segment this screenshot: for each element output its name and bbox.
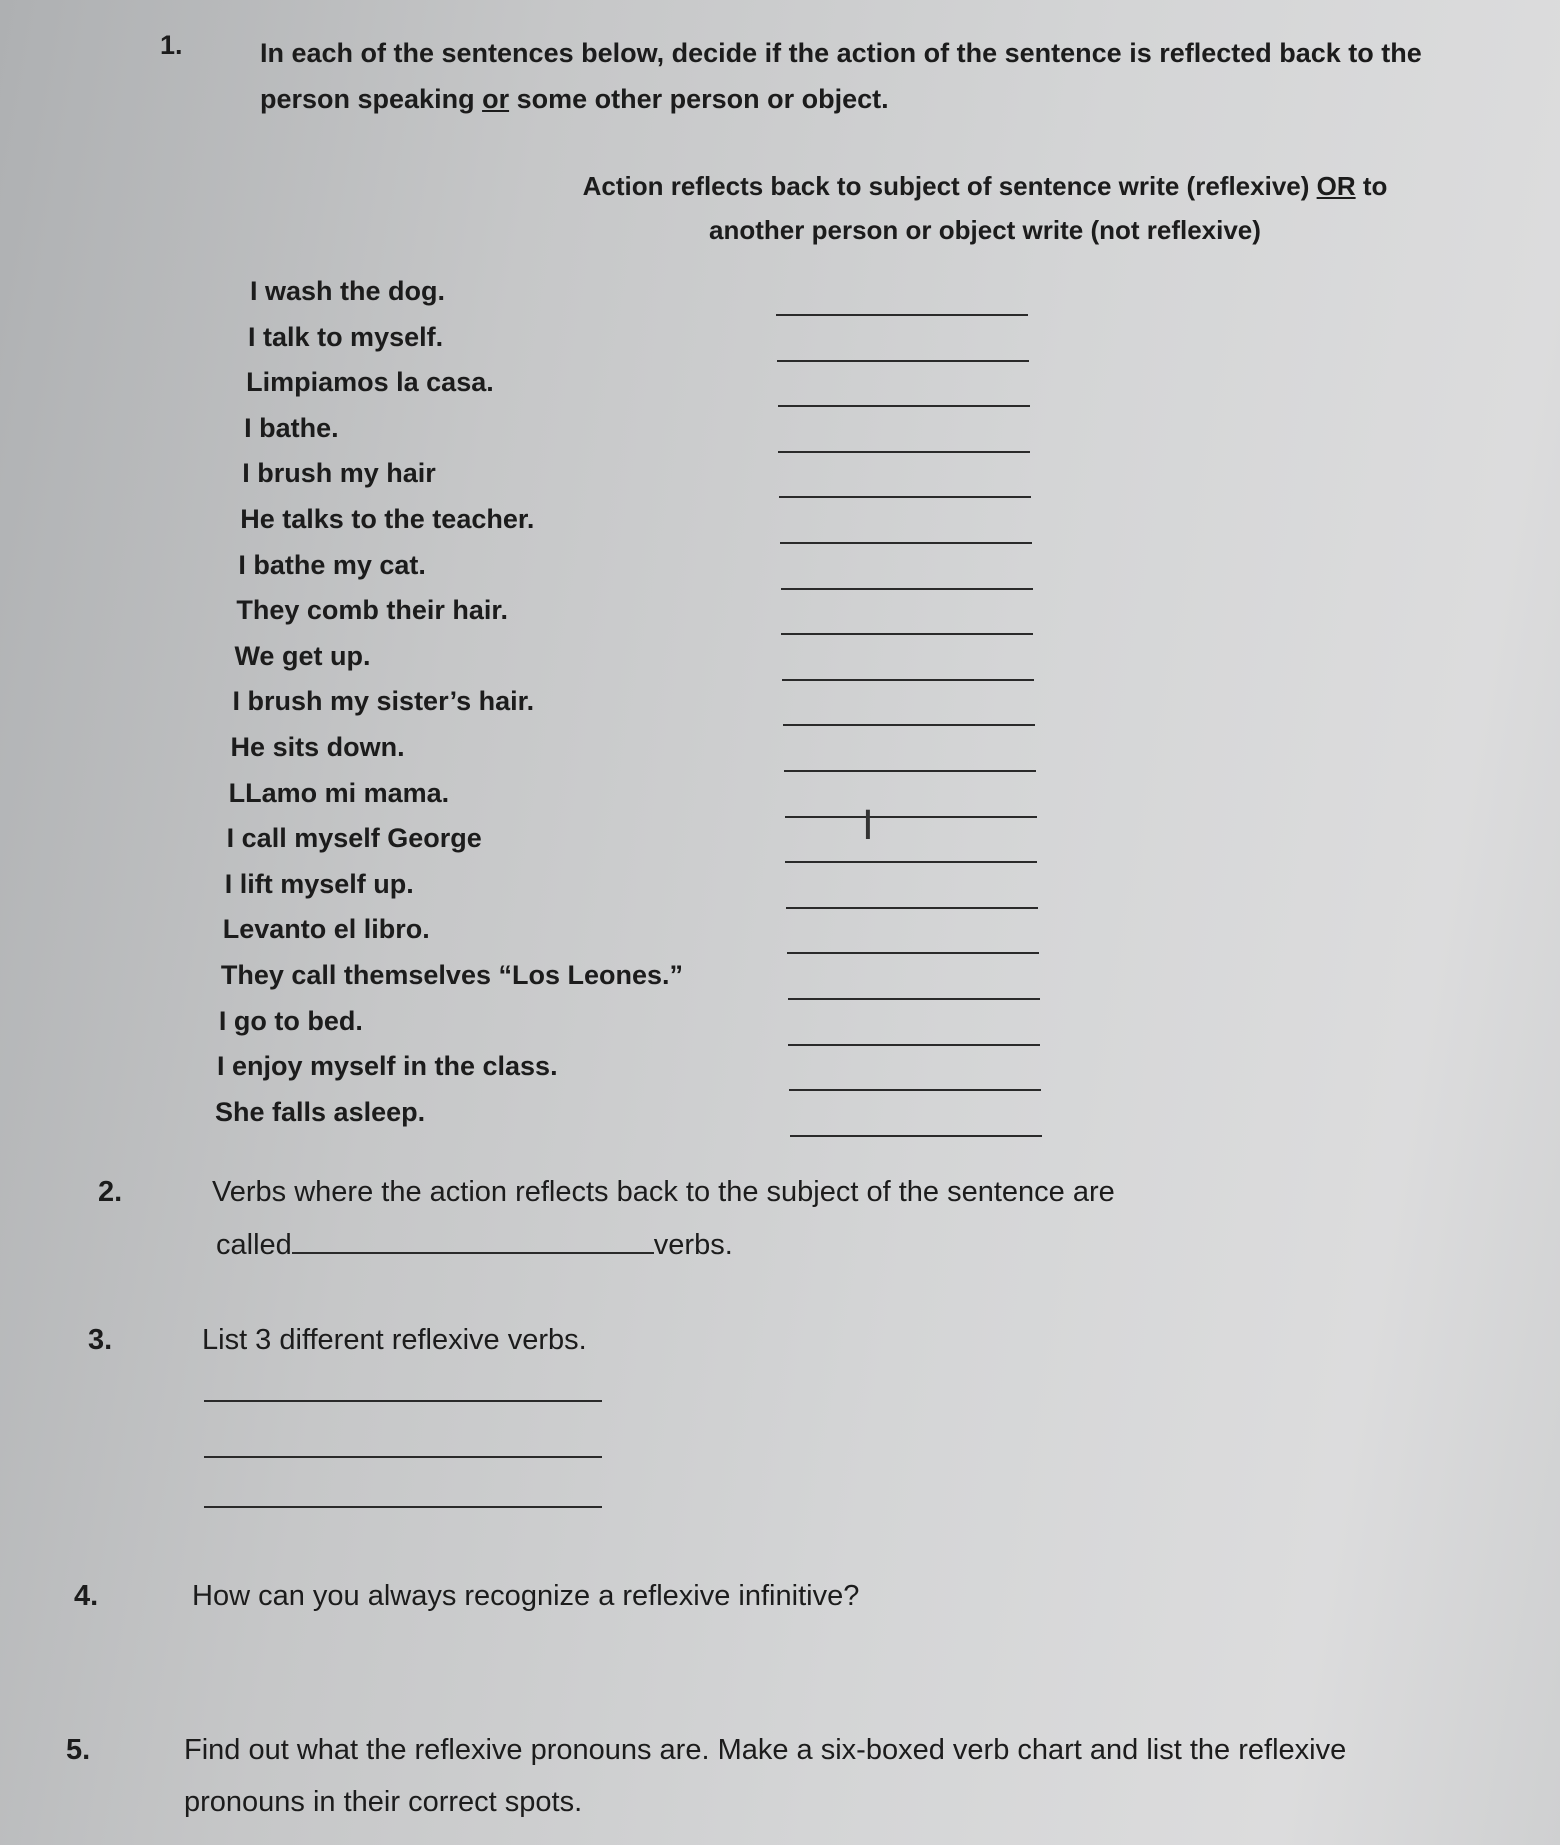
question-5-number: 5. bbox=[66, 1734, 91, 1766]
answer-blank[interactable] bbox=[781, 633, 1033, 635]
answer-blank[interactable] bbox=[783, 724, 1035, 726]
question-4-text: How can you always recognize a reflexive infinitive? bbox=[192, 1580, 860, 1612]
question-1-number: 1. bbox=[160, 30, 183, 60]
sentence-item: We get up. bbox=[234, 640, 371, 671]
intro-line-2: person speaking or some other person or object. bbox=[260, 84, 889, 114]
answer-blank[interactable] bbox=[784, 770, 1036, 772]
answer-blank[interactable] bbox=[778, 405, 1030, 407]
sentence-item: I lift myself up. bbox=[224, 868, 414, 899]
text-cursor-icon: I bbox=[862, 803, 874, 849]
sentence-item: I brush my sister’s hair. bbox=[232, 686, 535, 717]
question-1-intro bbox=[260, 30, 1422, 122]
sentence-item: They call themselves “Los Leones.” bbox=[220, 960, 684, 990]
sentence-item: I brush my hair bbox=[242, 458, 436, 489]
sentence-item: She falls asleep. bbox=[215, 1096, 426, 1127]
answer-blank[interactable] bbox=[790, 1135, 1042, 1137]
sentence-item: I bathe my cat. bbox=[238, 549, 426, 580]
answer-blank[interactable] bbox=[782, 679, 1034, 681]
sentence-item: I bathe. bbox=[244, 412, 339, 443]
answer-instructions bbox=[560, 164, 1410, 252]
question-3-blank-1[interactable] bbox=[204, 1400, 602, 1402]
answer-blank[interactable] bbox=[788, 998, 1040, 1000]
question-3-number: 3. bbox=[88, 1324, 113, 1356]
question-2-blank[interactable] bbox=[292, 1224, 654, 1254]
sentence-item: I go to bed. bbox=[218, 1005, 363, 1036]
sentence-item: I wash the dog. bbox=[250, 276, 446, 306]
answer-blank[interactable] bbox=[780, 542, 1032, 544]
answer-blank[interactable] bbox=[786, 907, 1038, 909]
answer-blank[interactable] bbox=[785, 861, 1037, 863]
question-3-blank-2[interactable] bbox=[204, 1456, 602, 1458]
answer-blank[interactable] bbox=[785, 816, 1037, 818]
question-5-line-1: Find out what the reflexive pronouns are. Make a six-boxed verb chart and list the reflexive bbox=[184, 1734, 1347, 1766]
sentence-item: He talks to the teacher. bbox=[240, 504, 535, 534]
question-3-text: List 3 different reflexive verbs. bbox=[202, 1324, 587, 1356]
answer-blank[interactable] bbox=[787, 952, 1039, 954]
question-5-line-2: pronouns in their correct spots. bbox=[184, 1786, 583, 1818]
question-2-number: 2. bbox=[98, 1176, 123, 1208]
answer-blank[interactable] bbox=[781, 588, 1033, 590]
sentence-item: Limpiamos la casa. bbox=[246, 367, 494, 398]
question-2-line-1: Verbs where the action reflects back to the subject of the sentence are bbox=[212, 1176, 1115, 1208]
instructions-line-2: another person or object write (not reflexive) bbox=[709, 215, 1261, 245]
sentence-item: They comb their hair. bbox=[236, 595, 508, 626]
instructions-line-1: Action reflects back to subject of sentence write (reflexive) OR to bbox=[582, 171, 1388, 201]
answer-blank[interactable] bbox=[776, 314, 1028, 316]
intro-line-1: In each of the sentences below, decide if the action of the sentence is reflected back to the bbox=[260, 38, 1422, 68]
answer-blank[interactable] bbox=[789, 1089, 1041, 1091]
sentence-item: I enjoy myself in the class. bbox=[216, 1051, 558, 1082]
answer-blank[interactable] bbox=[778, 451, 1030, 453]
answer-blank[interactable] bbox=[779, 496, 1031, 498]
question-2-line-2: called verbs. bbox=[216, 1224, 733, 1262]
answer-blank[interactable] bbox=[788, 1044, 1040, 1046]
question-4-number: 4. bbox=[74, 1580, 99, 1612]
sentence-item: I talk to myself. bbox=[248, 321, 444, 352]
answer-blank[interactable] bbox=[777, 360, 1029, 362]
sentence-item: LLamo mi mama. bbox=[228, 777, 450, 808]
sentence-item: I call myself George bbox=[226, 823, 482, 854]
sentence-item: Levanto el libro. bbox=[222, 914, 430, 945]
question-3-blank-3[interactable] bbox=[204, 1506, 602, 1508]
sentence-item: He sits down. bbox=[230, 732, 405, 762]
